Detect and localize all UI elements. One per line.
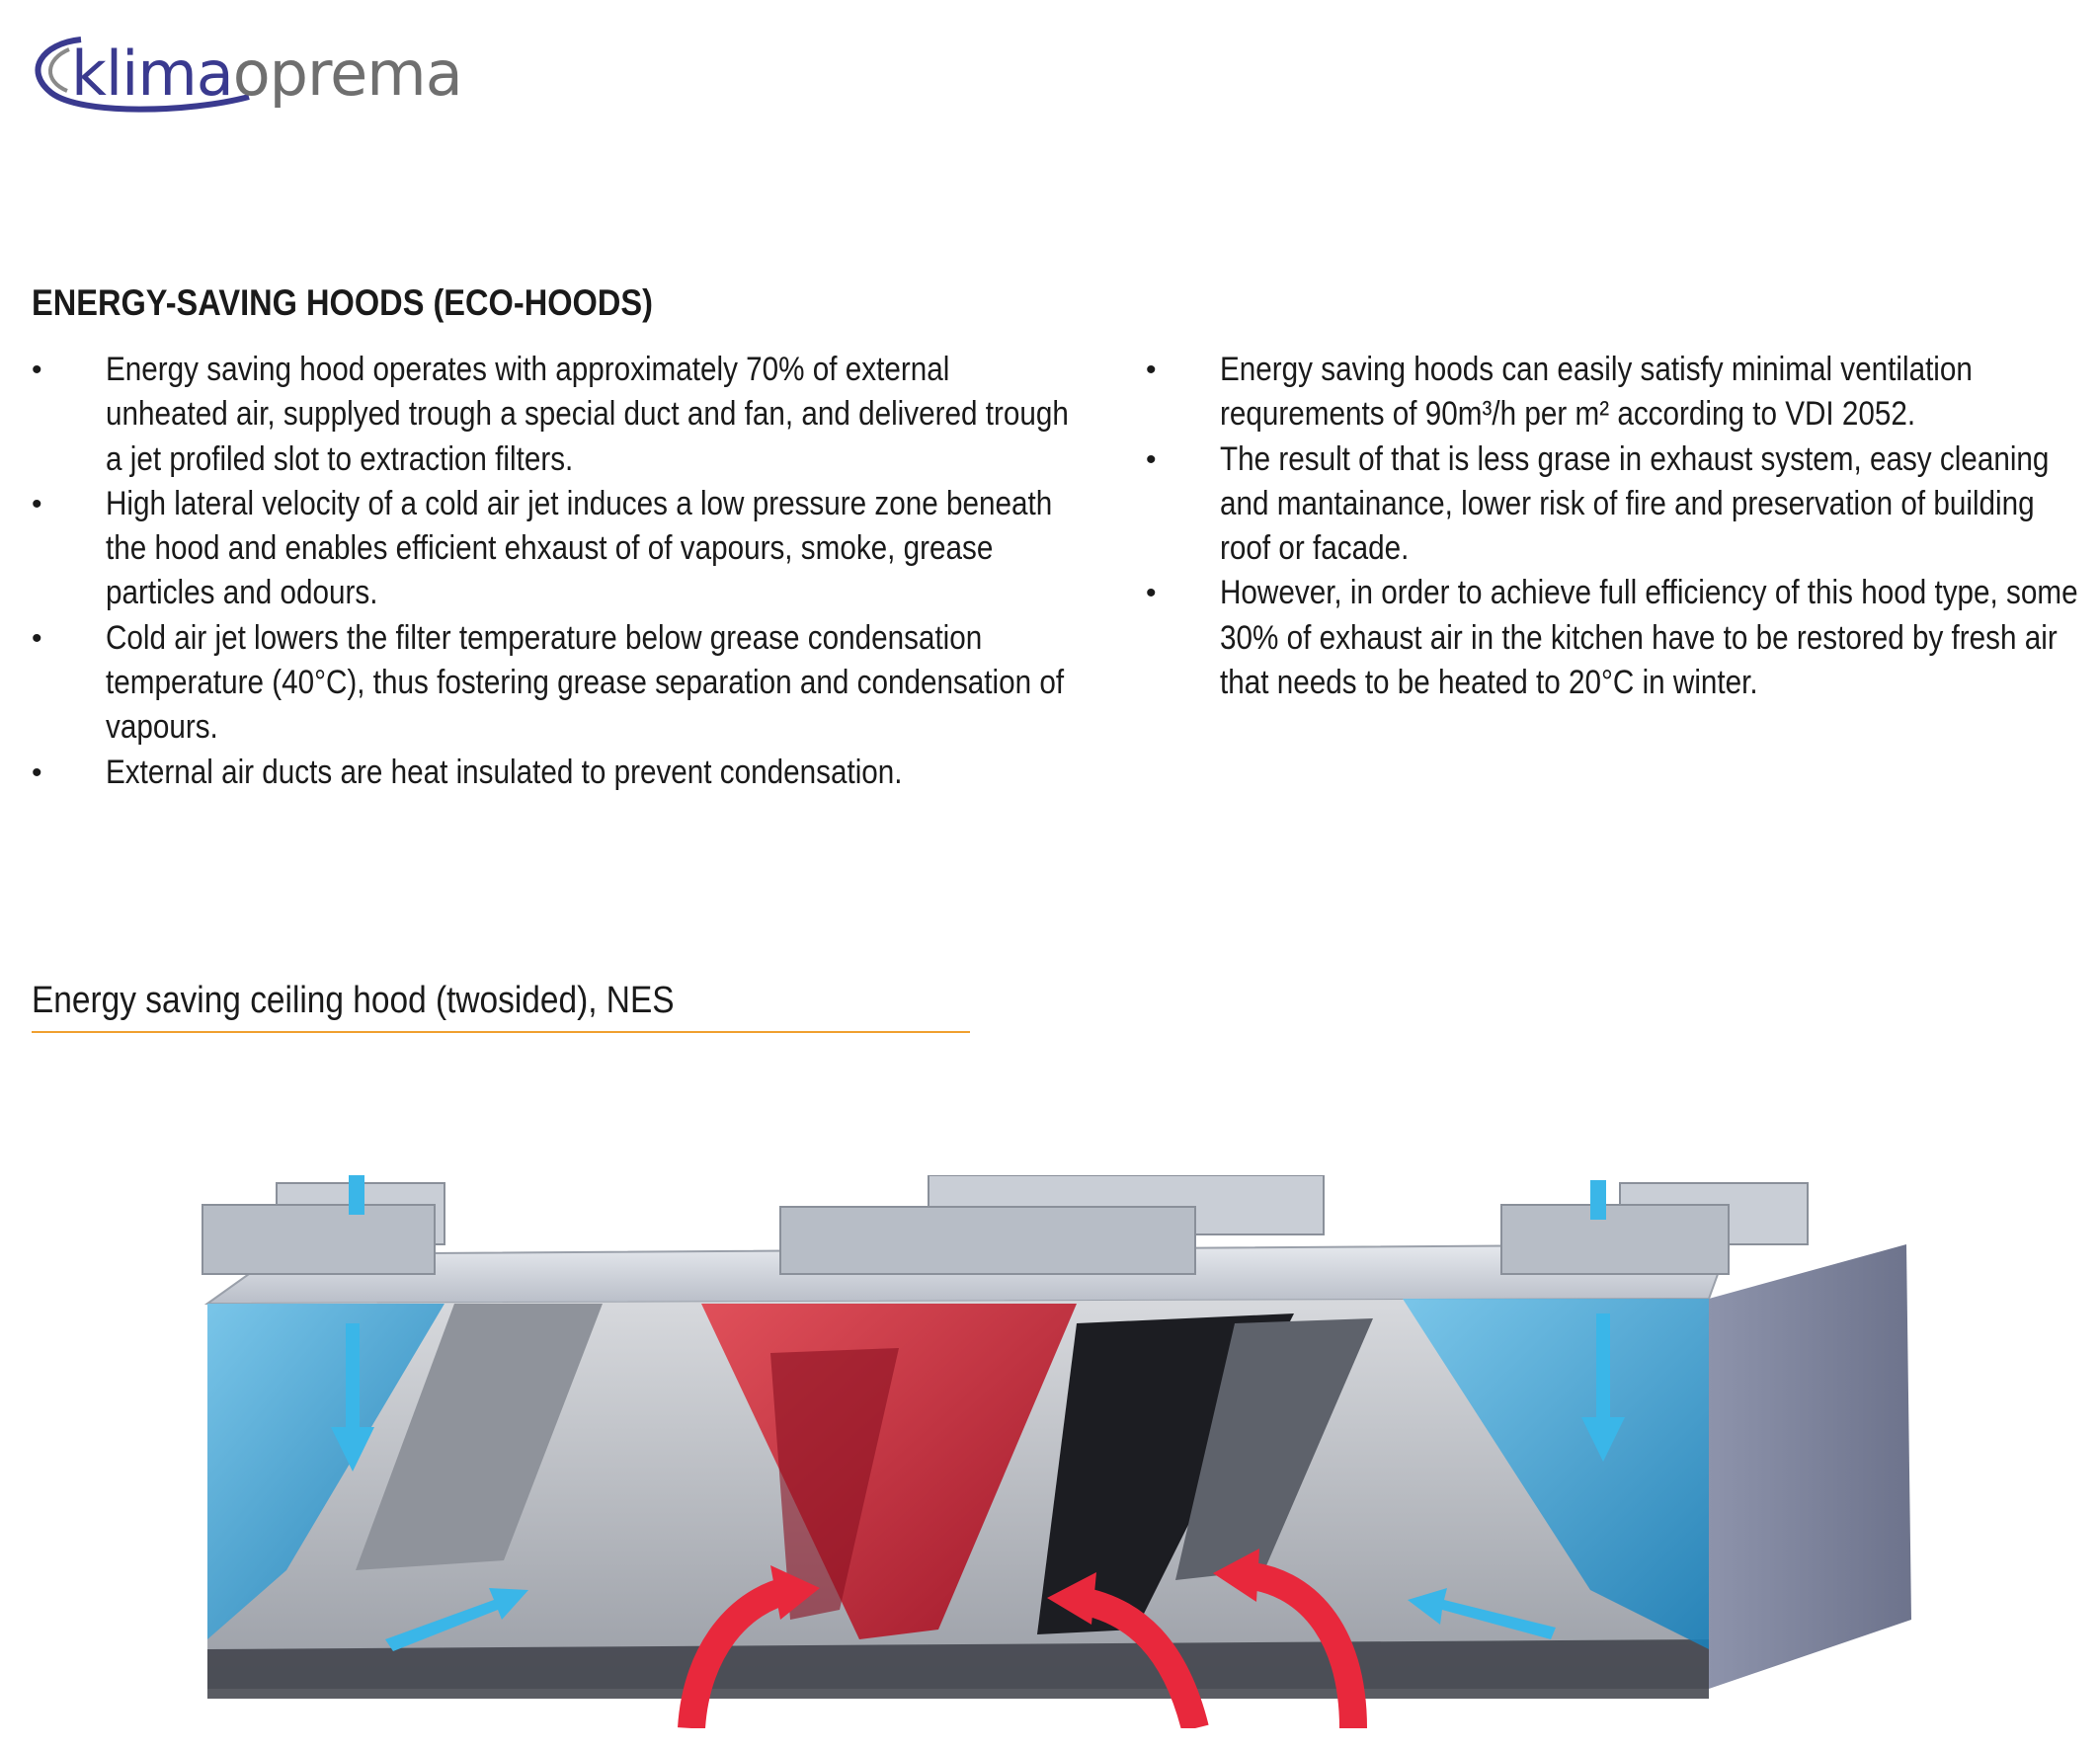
list-item [1146, 348, 2094, 438]
list-item-text: External air ducts are heat insulated to prevent condensation. [106, 753, 903, 791]
list-item-text: Cold air jet lowers the filter temperature below grease condensation temperature (40°C), thus fostering grease separation and condensation of vapours. [106, 618, 1065, 747]
figure-caption: Energy saving ceiling hood (twosided), NES [32, 980, 675, 1021]
list-item-text: The result of that is less grase in exhaust system, easy cleaning and mantainance, lower risk of fire and preservation of building roof or facade. [1220, 439, 2050, 568]
bullet-icon: • [1146, 577, 1157, 610]
list-item-text: High lateral velocity of a cold air jet induces a low pressure zone beneath the hood and enables efficient ehxaust of of vapours, smoke, grease particles and odours. [106, 484, 1053, 612]
caption-underline [32, 1031, 970, 1033]
hood-side-panel [1709, 1244, 1911, 1689]
list-item [32, 482, 1079, 616]
list-item [32, 616, 1079, 751]
bullet-icon: • [32, 487, 42, 520]
bullet-icon: • [1146, 442, 1157, 476]
list-item [1146, 438, 2094, 572]
list-item-text: However, in order to achieve full efficiency of this hood type, some 30% of exhaust air in the kitchen have to be restored by fresh air that needs to be heated to 20°C in winter. [1220, 574, 2078, 702]
list-item [32, 751, 1079, 795]
bullet-icon: • [32, 756, 42, 789]
hood-cutaway-illustration [188, 1175, 1926, 1728]
list-item-text: Energy saving hood operates with approximately 70% of external unheated air, supplyed trough a special duct and fan, and delivered trough a jet profiled slot to extraction filters. [106, 351, 1069, 478]
right-bullet-list [1146, 348, 2094, 705]
list-item-text: Energy saving hoods can easily satisfy minimal ventilation requrements of 90m³/h per m² according to VDI 2052. [1220, 351, 1973, 434]
duct-collar [202, 1183, 444, 1274]
list-item [1146, 571, 2094, 705]
hood-bottom-lip [207, 1639, 1709, 1699]
logo-text-oprema: oprema [232, 38, 462, 110]
list-item [32, 348, 1079, 482]
logo-text-klima: klima [71, 38, 233, 110]
left-bullet-list [32, 348, 1079, 795]
bullet-icon: • [32, 354, 42, 386]
bullet-icon: • [32, 621, 42, 655]
bullet-icon: • [1146, 354, 1157, 386]
duct-collar [1501, 1183, 1808, 1274]
klimaoprema-logo [22, 22, 462, 120]
page-title: ENERGY-SAVING HOODS (ECO-HOODS) [32, 282, 653, 323]
